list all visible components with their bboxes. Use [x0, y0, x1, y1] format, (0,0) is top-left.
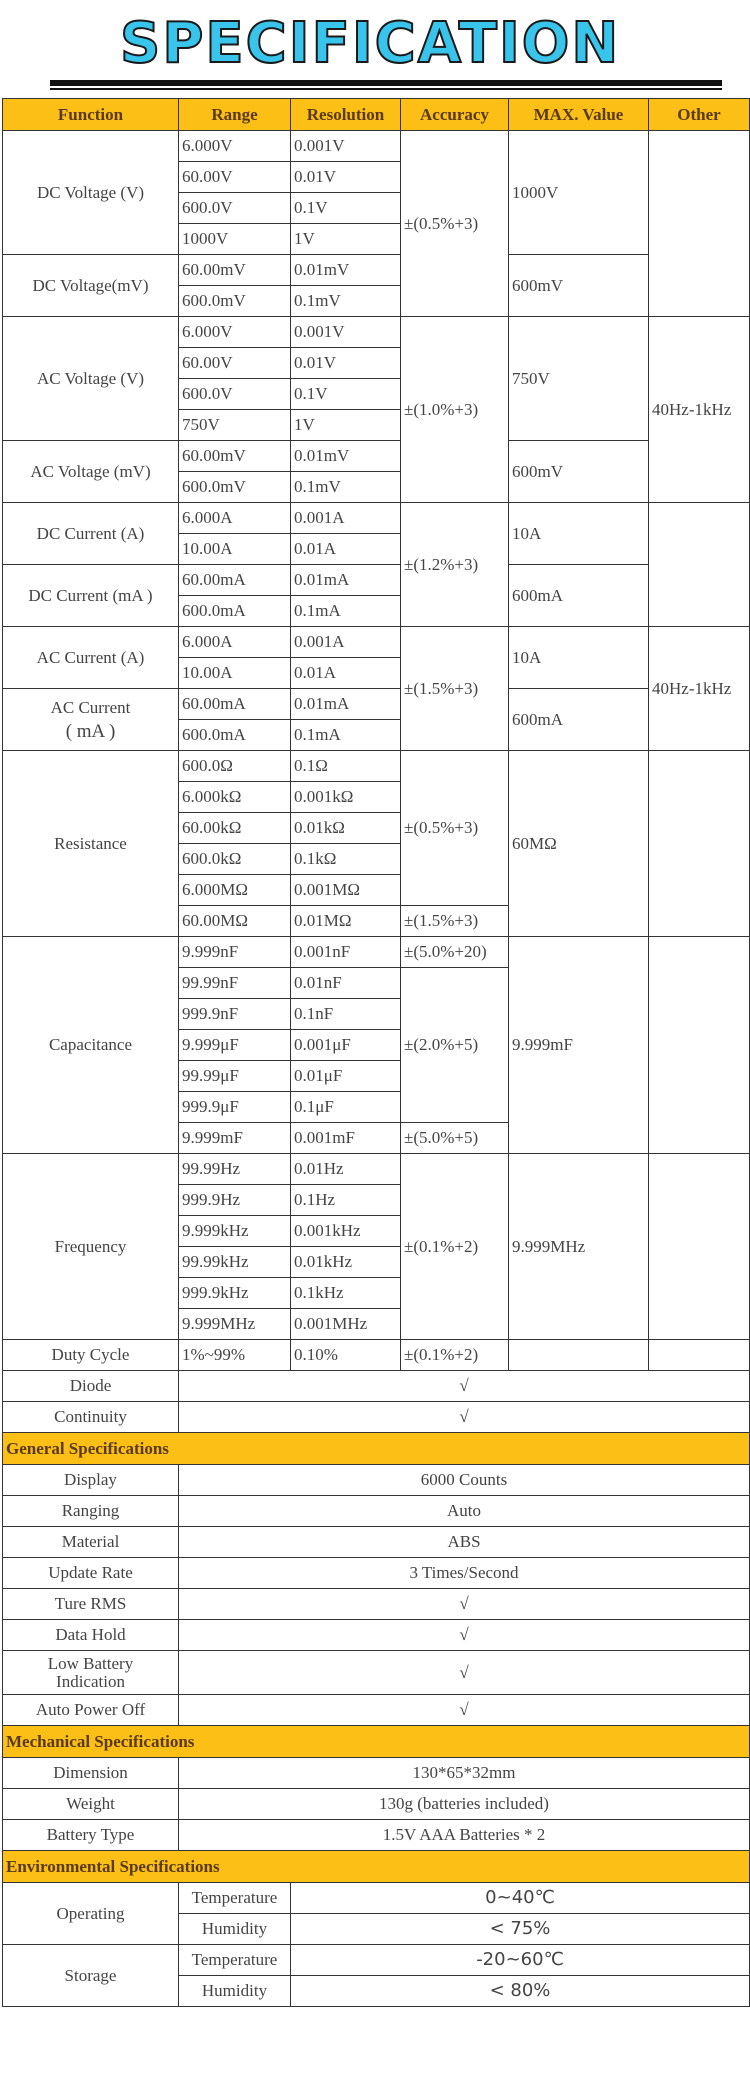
table-row: [3, 1402, 750, 1433]
range-cell: 99.99Hz: [179, 1154, 291, 1185]
range-cell: 60.00MΩ: [179, 906, 291, 937]
other-cell: [649, 503, 750, 627]
spec-value: √: [179, 1620, 750, 1651]
table-row: [3, 1883, 750, 1914]
resolution-cell: 0.001MΩ: [291, 875, 401, 906]
max-value-cell: 600mV: [509, 255, 649, 317]
continuity-label: Continuity: [3, 1402, 179, 1433]
table-row: [3, 441, 750, 472]
table-row: [3, 1820, 750, 1851]
ac-current-ma-label: [3, 689, 179, 751]
section-header-row: [3, 1851, 750, 1883]
other-cell: [649, 1154, 750, 1340]
storage-temperature-label: Temperature: [179, 1945, 291, 1976]
range-cell: 60.00mV: [179, 441, 291, 472]
range-cell: 600.0Ω: [179, 751, 291, 782]
spec-value: 130g (batteries included): [179, 1789, 750, 1820]
resolution-cell: 0.01μF: [291, 1061, 401, 1092]
ac-voltage-mv-label: AC Voltage (mV): [3, 441, 179, 503]
resolution-cell: 0.01mA: [291, 565, 401, 596]
other-cell: 40Hz-1kHz: [649, 627, 750, 751]
range-cell: 600.0kΩ: [179, 844, 291, 875]
resolution-cell: 0.01nF: [291, 968, 401, 999]
spec-label: Display: [3, 1465, 179, 1496]
ac-current-a-label: AC Current (A): [3, 627, 179, 689]
title-underline-thin: [50, 88, 722, 90]
range-cell: 60.00mA: [179, 689, 291, 720]
resolution-cell: 0.1mV: [291, 472, 401, 503]
spec-value: 130*65*32mm: [179, 1758, 750, 1789]
range-cell: 9.999kHz: [179, 1216, 291, 1247]
storage-temperature-value: -20~60℃: [291, 1945, 750, 1976]
resolution-cell: 0.10%: [291, 1340, 401, 1371]
table-row: [3, 317, 750, 348]
ac-current-ma-label-line2: ( mA ): [65, 720, 116, 742]
diode-check: √: [179, 1371, 750, 1402]
table-row: [3, 565, 750, 596]
resolution-cell: 0.001V: [291, 317, 401, 348]
other-cell: [649, 751, 750, 937]
resolution-cell: 0.1nF: [291, 999, 401, 1030]
resolution-cell: 0.01kHz: [291, 1247, 401, 1278]
auto-power-off-label: Auto Power Off: [3, 1695, 179, 1726]
accuracy-cell: ±(0.5%+3): [401, 131, 509, 317]
section-header-row: [3, 1726, 750, 1758]
range-cell: 999.9nF: [179, 999, 291, 1030]
table-row: [3, 1651, 750, 1695]
table-row: [3, 1758, 750, 1789]
title-area: [0, 0, 750, 98]
resolution-cell: 0.1mV: [291, 286, 401, 317]
accuracy-cell: ±(1.5%+3): [401, 627, 509, 751]
table-row: [3, 1340, 750, 1371]
resolution-cell: 0.01kΩ: [291, 813, 401, 844]
max-value-cell: 600mA: [509, 689, 649, 751]
storage-humidity-value: < 80%: [291, 1976, 750, 2007]
spec-value: 3 Times/Second: [179, 1558, 750, 1589]
accuracy-cell: ±(0.5%+3): [401, 751, 509, 906]
table-row: [3, 1496, 750, 1527]
range-cell: 60.00V: [179, 162, 291, 193]
range-cell: 600.0mA: [179, 596, 291, 627]
table-row: [3, 1558, 750, 1589]
capacitance-label: Capacitance: [3, 937, 179, 1154]
resolution-cell: 0.1Hz: [291, 1185, 401, 1216]
spec-label: Battery Type: [3, 1820, 179, 1851]
continuity-check: √: [179, 1402, 750, 1433]
spec-label: Update Rate: [3, 1558, 179, 1589]
resolution-cell: 0.001nF: [291, 937, 401, 968]
dc-current-a-label: DC Current (A): [3, 503, 179, 565]
resolution-cell: 0.1V: [291, 193, 401, 224]
table-row: [3, 1695, 750, 1726]
range-cell: 6.000A: [179, 503, 291, 534]
range-cell: 99.99kHz: [179, 1247, 291, 1278]
range-cell: 9.999mF: [179, 1123, 291, 1154]
range-cell: 999.9kHz: [179, 1278, 291, 1309]
spec-value: ABS: [179, 1527, 750, 1558]
resolution-cell: 0.1μF: [291, 1092, 401, 1123]
storage-label: Storage: [3, 1945, 179, 2007]
range-cell: 600.0V: [179, 193, 291, 224]
table-row: [3, 751, 750, 782]
spec-label: Material: [3, 1527, 179, 1558]
max-value-cell: 9.999MHz: [509, 1154, 649, 1340]
accuracy-cell: ±(0.1%+2): [401, 1154, 509, 1340]
resolution-cell: 0.001A: [291, 627, 401, 658]
range-cell: 750V: [179, 410, 291, 441]
resolution-cell: 0.01A: [291, 658, 401, 689]
range-cell: 6.000MΩ: [179, 875, 291, 906]
accuracy-cell: ±(5.0%+5): [401, 1123, 509, 1154]
spec-value: √: [179, 1651, 750, 1695]
table-row: [3, 1589, 750, 1620]
table-row: [3, 255, 750, 286]
range-cell: 6.000kΩ: [179, 782, 291, 813]
resolution-cell: 1V: [291, 410, 401, 441]
spec-label: Ranging: [3, 1496, 179, 1527]
resolution-cell: 0.01mA: [291, 689, 401, 720]
range-cell: 600.0mV: [179, 472, 291, 503]
max-value-cell: 10A: [509, 503, 649, 565]
operating-label: Operating: [3, 1883, 179, 1945]
max-value-cell: 1000V: [509, 131, 649, 255]
accuracy-cell: ±(0.1%+2): [401, 1340, 509, 1371]
general-specifications-heading: General Specifications: [3, 1433, 750, 1465]
max-value-cell: 750V: [509, 317, 649, 441]
accuracy-cell: ±(1.0%+3): [401, 317, 509, 503]
max-value-cell: 9.999mF: [509, 937, 649, 1154]
range-cell: 60.00mV: [179, 255, 291, 286]
low-battery-label-line1: Low Battery: [47, 1653, 134, 1673]
resolution-cell: 0.001A: [291, 503, 401, 534]
range-cell: 1000V: [179, 224, 291, 255]
range-cell: 99.99μF: [179, 1061, 291, 1092]
spec-value: √: [179, 1695, 750, 1726]
range-cell: 9.999MHz: [179, 1309, 291, 1340]
dc-voltage-mv-label: DC Voltage(mV): [3, 255, 179, 317]
table-row: [3, 1154, 750, 1185]
mechanical-specifications-heading: Mechanical Specifications: [3, 1726, 750, 1758]
other-cell: [649, 131, 750, 317]
resolution-cell: 0.001mF: [291, 1123, 401, 1154]
resolution-cell: 0.1kHz: [291, 1278, 401, 1309]
duty-cycle-label: Duty Cycle: [3, 1340, 179, 1371]
ac-voltage-label: AC Voltage (V): [3, 317, 179, 441]
range-cell: 9.999nF: [179, 937, 291, 968]
spec-value: Auto: [179, 1496, 750, 1527]
resolution-cell: 0.01V: [291, 348, 401, 379]
page-title: SPECIFICATION: [120, 11, 621, 76]
spec-label: Weight: [3, 1789, 179, 1820]
accuracy-cell: ±(1.5%+3): [401, 906, 509, 937]
table-row: [3, 1789, 750, 1820]
range-cell: 600.0mA: [179, 720, 291, 751]
range-cell: 600.0V: [179, 379, 291, 410]
resolution-cell: 0.01mV: [291, 255, 401, 286]
range-cell: 9.999μF: [179, 1030, 291, 1061]
dc-voltage-label: DC Voltage (V): [3, 131, 179, 255]
spec-table: [2, 98, 750, 2007]
other-cell: 40Hz-1kHz: [649, 317, 750, 503]
resolution-cell: 1V: [291, 224, 401, 255]
max-value-cell: 600mV: [509, 441, 649, 503]
max-value-cell: 10A: [509, 627, 649, 689]
resolution-cell: 0.001V: [291, 131, 401, 162]
diode-label: Diode: [3, 1371, 179, 1402]
operating-humidity-label: Humidity: [179, 1914, 291, 1945]
table-row: [3, 503, 750, 534]
header-other: Other: [649, 99, 750, 131]
range-cell: 10.00A: [179, 658, 291, 689]
table-row: [3, 627, 750, 658]
range-cell: 99.99nF: [179, 968, 291, 999]
header-accuracy: Accuracy: [401, 99, 509, 131]
resolution-cell: 0.001kΩ: [291, 782, 401, 813]
resolution-cell: 0.01MΩ: [291, 906, 401, 937]
spec-value: 1.5V AAA Batteries * 2: [179, 1820, 750, 1851]
frequency-label: Frequency: [3, 1154, 179, 1340]
storage-humidity-label: Humidity: [179, 1976, 291, 2007]
spec-value: 6000 Counts: [179, 1465, 750, 1496]
section-header-row: [3, 1433, 750, 1465]
accuracy-cell: ±(5.0%+20): [401, 937, 509, 968]
range-cell: 999.9Hz: [179, 1185, 291, 1216]
spec-label: Data Hold: [3, 1620, 179, 1651]
low-battery-label: [3, 1651, 179, 1695]
range-cell: 999.9μF: [179, 1092, 291, 1123]
max-value-cell: 60MΩ: [509, 751, 649, 937]
resolution-cell: 0.001MHz: [291, 1309, 401, 1340]
max-value-cell: 600mA: [509, 565, 649, 627]
operating-temperature-label: Temperature: [179, 1883, 291, 1914]
range-cell: 60.00kΩ: [179, 813, 291, 844]
header-max-value: MAX. Value: [509, 99, 649, 131]
max-value-cell: [509, 1340, 649, 1371]
other-cell: [649, 1340, 750, 1371]
dc-current-ma-label: DC Current (mA ): [3, 565, 179, 627]
resolution-cell: 0.1mA: [291, 720, 401, 751]
operating-temperature-value: 0~40℃: [291, 1883, 750, 1914]
table-row: [3, 1371, 750, 1402]
spec-label: Dimension: [3, 1758, 179, 1789]
ac-current-ma-label-line1: AC Current: [50, 697, 131, 717]
range-cell: 600.0mV: [179, 286, 291, 317]
accuracy-cell: ±(2.0%+5): [401, 968, 509, 1123]
spec-value: √: [179, 1589, 750, 1620]
table-row: [3, 1620, 750, 1651]
range-cell: 6.000V: [179, 131, 291, 162]
range-cell: 6.000A: [179, 627, 291, 658]
spec-label: Ture RMS: [3, 1589, 179, 1620]
operating-humidity-value: < 75%: [291, 1914, 750, 1945]
table-row: [3, 1945, 750, 1976]
resolution-cell: 0.001kHz: [291, 1216, 401, 1247]
range-cell: 60.00mA: [179, 565, 291, 596]
low-battery-label-line2: Indication: [56, 1671, 125, 1691]
table-row: [3, 689, 750, 720]
resolution-cell: 0.01Hz: [291, 1154, 401, 1185]
range-cell: 1%~99%: [179, 1340, 291, 1371]
table-row: [3, 937, 750, 968]
resolution-cell: 0.01V: [291, 162, 401, 193]
range-cell: 6.000V: [179, 317, 291, 348]
accuracy-cell: ±(1.2%+3): [401, 503, 509, 627]
resolution-cell: 0.001μF: [291, 1030, 401, 1061]
resolution-cell: 0.1kΩ: [291, 844, 401, 875]
table-row: [3, 1527, 750, 1558]
resolution-cell: 0.1V: [291, 379, 401, 410]
resolution-cell: 0.01mV: [291, 441, 401, 472]
other-cell: [649, 937, 750, 1154]
range-cell: 10.00A: [179, 534, 291, 565]
resistance-label: Resistance: [3, 751, 179, 937]
header-resolution: Resolution: [291, 99, 401, 131]
range-cell: 60.00V: [179, 348, 291, 379]
environmental-specifications-heading: Environmental Specifications: [3, 1851, 750, 1883]
header-function: Function: [3, 99, 179, 131]
table-row: [3, 131, 750, 162]
resolution-cell: 0.01A: [291, 534, 401, 565]
resolution-cell: 0.1mA: [291, 596, 401, 627]
resolution-cell: 0.1Ω: [291, 751, 401, 782]
header-range: Range: [179, 99, 291, 131]
title-underline: [50, 80, 722, 86]
header-row: [3, 99, 750, 131]
table-row: [3, 1465, 750, 1496]
